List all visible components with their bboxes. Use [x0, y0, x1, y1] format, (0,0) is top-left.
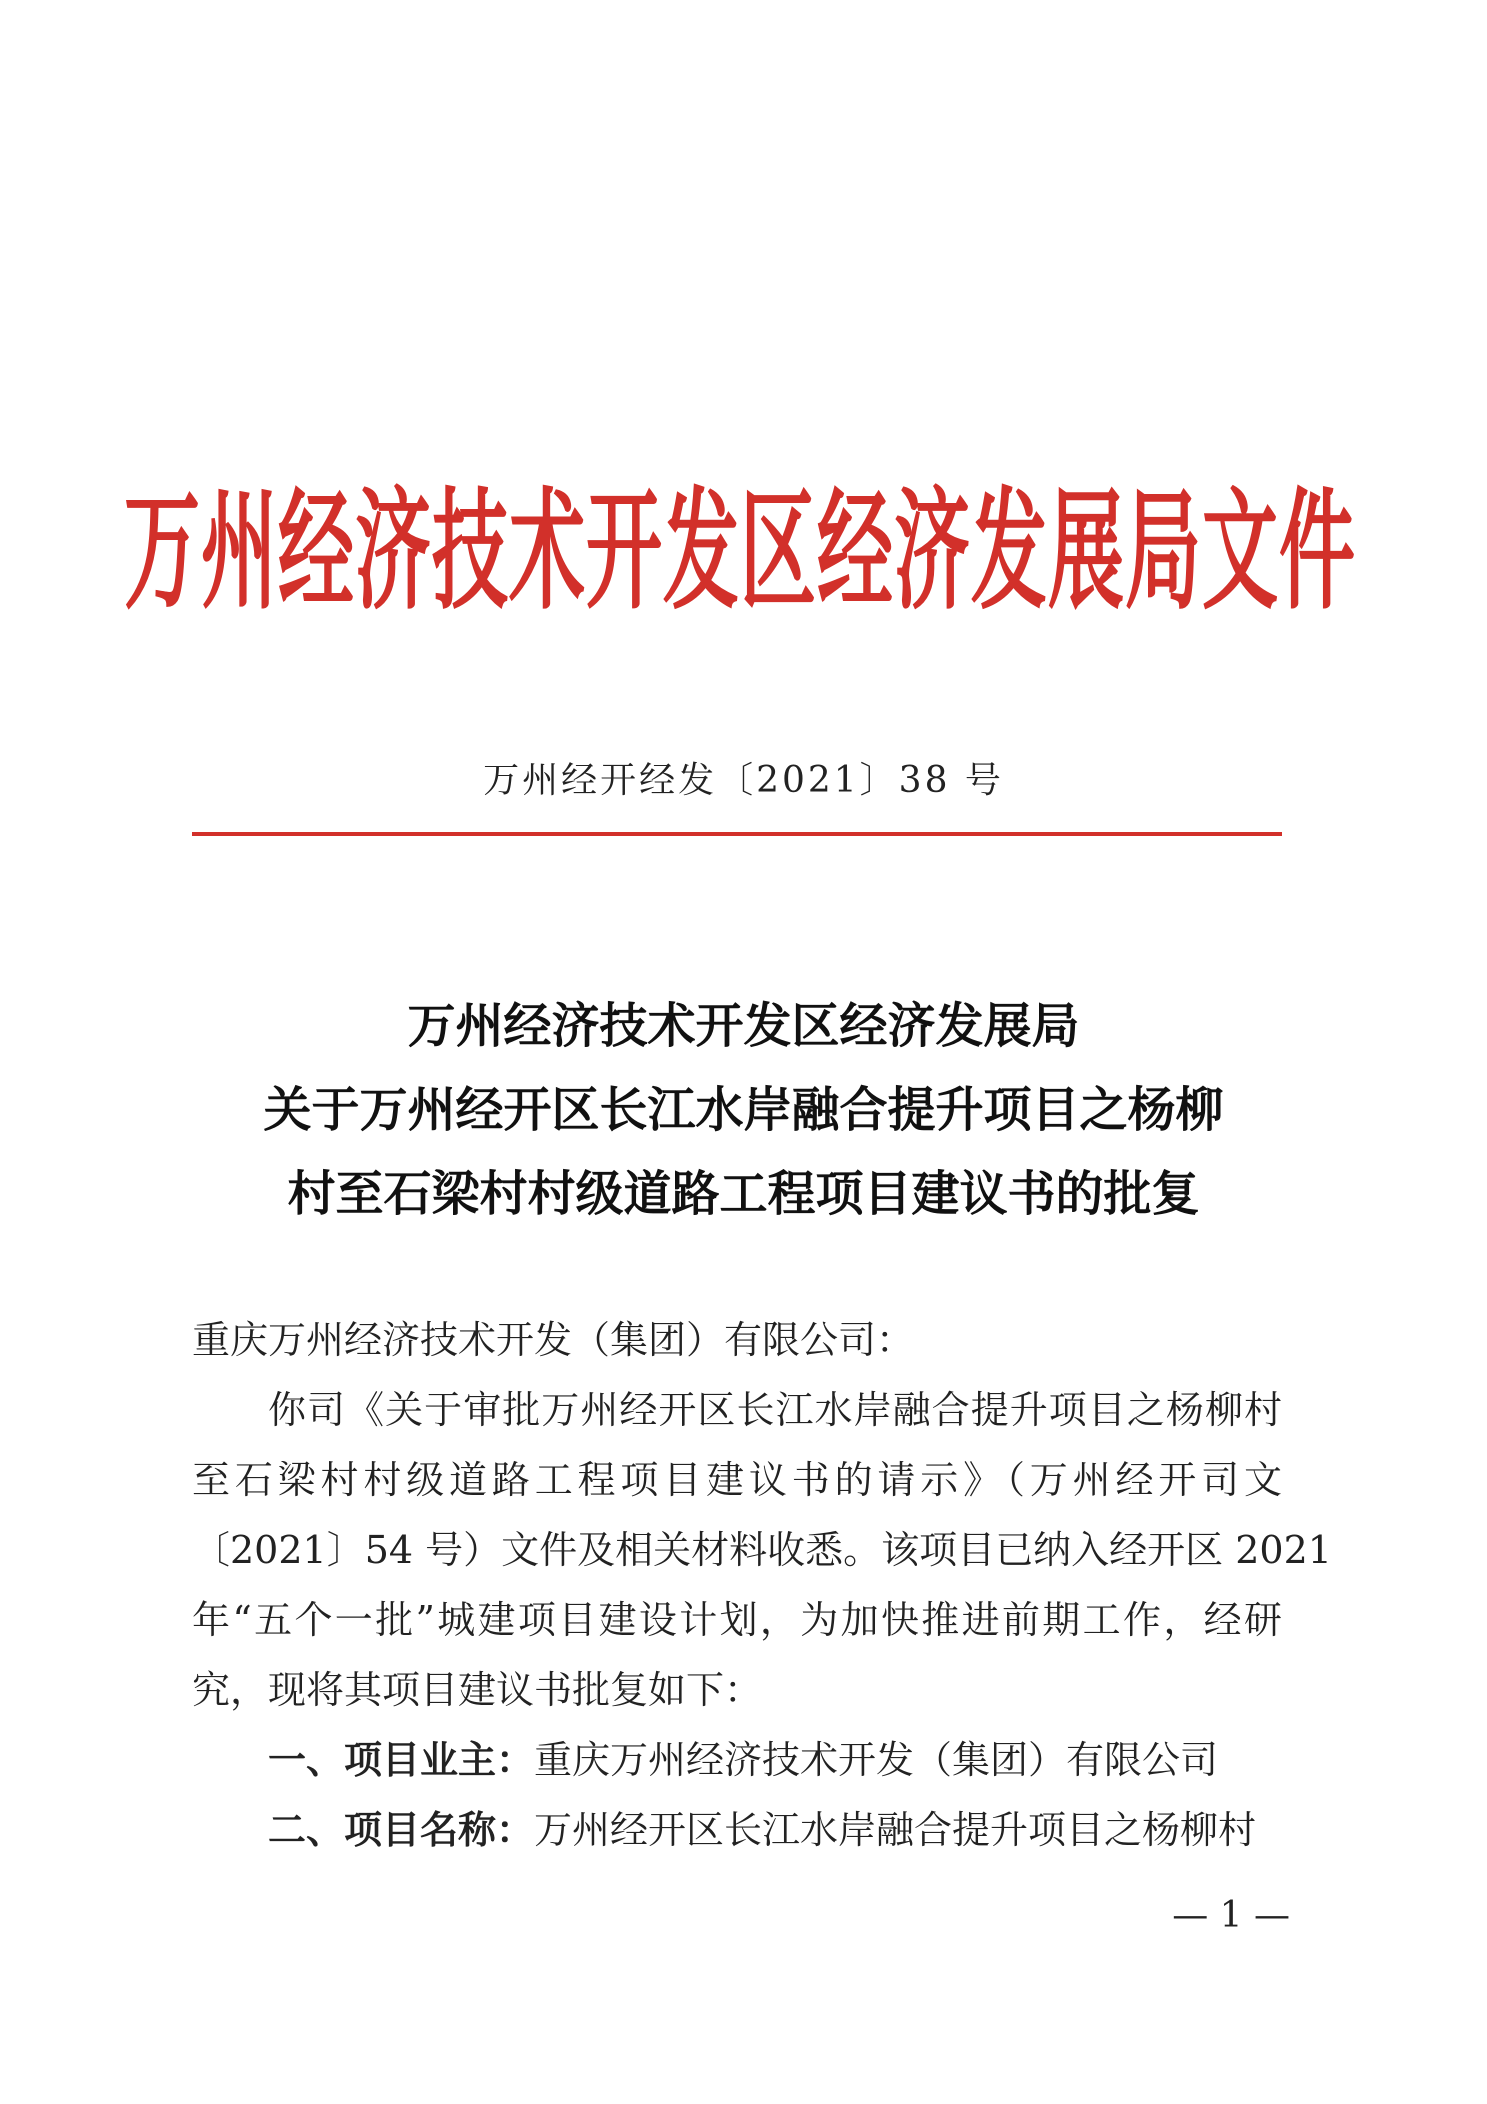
masthead-title: 万州经济技术开发区经济发展局文件: [124, 473, 1356, 627]
document-number: 万州经开经发〔2021〕38 号: [483, 760, 1004, 801]
item-project-name-value: 万州经开区长江水岸融合提升项目之杨柳村: [534, 1808, 1257, 1852]
paragraph-line: 你司《关于审批万州经开区长江水岸融合提升项目之杨柳村: [268, 1388, 1282, 1432]
item-project-owner: [268, 1732, 1218, 1788]
document-title-line-3: 村至石梁村村级道路工程项目建议书的批复: [287, 1166, 1200, 1222]
paragraph-line: 究，现将其项目建议书批复如下：: [192, 1668, 763, 1712]
document-title-line-1: 万州经济技术开发区经济发展局: [407, 998, 1080, 1054]
item-project-name: [268, 1802, 1256, 1858]
item-project-owner-label: 一、项目业主：: [268, 1738, 535, 1782]
addressee: 重庆万州经济技术开发（集团）有限公司：: [192, 1318, 915, 1362]
item-project-name-label: 二、项目名称：: [268, 1808, 535, 1852]
paragraph-line: 年“五个一批”城建项目建设计划，为加快推进前期工作，经研: [192, 1598, 1282, 1642]
paragraph-line: 至石梁村村级道路工程项目建议书的请示》（万州经开司文: [192, 1458, 1282, 1502]
item-project-owner-value: 重庆万州经济技术开发（集团）有限公司: [534, 1738, 1219, 1782]
page-number: — 1 —: [1172, 1895, 1290, 1936]
red-divider-line: [192, 832, 1282, 836]
masthead: [124, 455, 1356, 627]
paragraph-line: 〔2021〕54 号）文件及相关材料收悉。该项目已纳入经开区 2021: [192, 1528, 1332, 1572]
document-title-line-2: 关于万州经开区长江水岸融合提升项目之杨柳: [263, 1082, 1224, 1138]
